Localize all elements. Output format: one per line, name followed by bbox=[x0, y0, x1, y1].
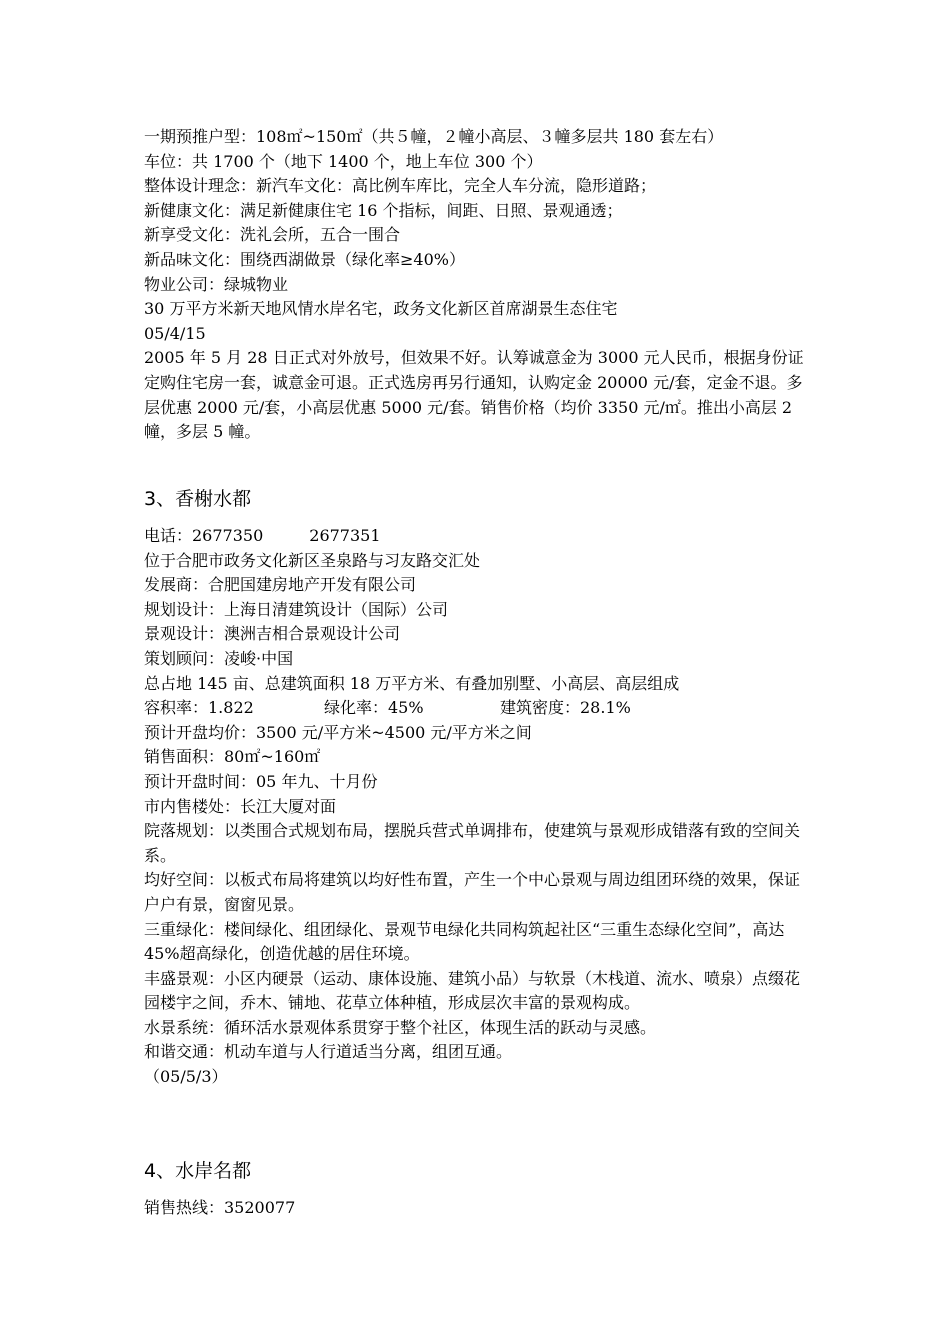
paragraph: 丰盛景观：小区内硬景（运动、康体设施、建筑小品）与软景（木栈道、流水、喷泉）点缀花园楼宇之间，乔木、铺地、花草立体种植，形成层次丰富的景观构成。 bbox=[144, 968, 801, 1013]
phone-row bbox=[144, 524, 814, 549]
text-line: 策划顾问：凌峻·中国 bbox=[144, 648, 294, 668]
text-line: 和谐交通：机动车道与人行道适当分离，组团互通。 bbox=[144, 1042, 513, 1062]
section-4-title: 4、水岸名都 bbox=[144, 1160, 252, 1182]
sales-hotline: 销售热线：3520077 bbox=[144, 1198, 296, 1217]
phone-label: 电话：2677350 bbox=[144, 526, 264, 545]
ratio-row bbox=[144, 696, 814, 721]
text-line: 发展商：合肥国建房地产开发有限公司 bbox=[144, 575, 417, 595]
text-line: 新品味文化：围绕西湖做景（绿化率≥40%） bbox=[144, 249, 465, 269]
text-line: 景观设计：澳洲吉相合景观设计公司 bbox=[144, 624, 401, 644]
text-line: 新享受文化：洗礼会所，五合一围合 bbox=[144, 225, 401, 245]
text-line: 30 万平方米新天地风情水岸名宅，政务文化新区首席湖景生态住宅 bbox=[144, 299, 618, 319]
section-3-body bbox=[144, 524, 814, 1090]
section-4-body bbox=[144, 1196, 814, 1221]
text-line: 总占地 145 亩、总建筑面积 18 万平方米、有叠加别墅、小高层、高层组成 bbox=[144, 673, 680, 693]
paragraph: 院落规划：以类围合式规划布局，摆脱兵营式单调排布，使建筑与景观形成错落有致的空间关系。 bbox=[144, 821, 801, 865]
text-line: 水景系统：循环活水景观体系贯穿于整个社区，体现生活的跃动与灵感。 bbox=[144, 1017, 657, 1037]
paragraph: 三重绿化：楼间绿化、组团绿化、景观节电绿化共同构筑起社区“三重生态绿化空间”，高达 45%超高绿化，创造优越的居住环境。 bbox=[144, 919, 785, 964]
text-line: 物业公司：绿城物业 bbox=[144, 274, 289, 294]
date-line: （05/5/3） bbox=[144, 1067, 228, 1087]
text-line: 位于合肥市政务文化新区圣泉路与习友路交汇处 bbox=[144, 550, 481, 570]
paragraph: 均好空间：以板式布局将建筑以均好性布置，产生一个中心景观与周边组团环绕的效果，保证户户有景，窗窗见景。 bbox=[144, 870, 801, 914]
sales-paragraph: 2005 年 5 月 28 日正式对外放号，但效果不好。认筹诚意金为 3000 元人民币，根据身份证定购住宅房一套，诚意金可退。正式选房再另行通知，认购定金 20000 元/套，定金不退。多层优惠 2000 元/套，小高层优惠 5000 元/套。销售价格（均价 3350 元/㎡。推出小高层 2 幢，多层 5 幢。 bbox=[144, 348, 804, 442]
text-line: 车位：共 1700 个（地下 1400 个，地上车位 300 个） bbox=[144, 151, 543, 171]
text-line: 新健康文化：满足新健康住宅 16 个指标，间距、日照、景观通透； bbox=[144, 200, 623, 220]
text-line: 预计开盘均价：3500 元/平方米~4500 元/平方米之间 bbox=[144, 722, 532, 742]
phone-secondary: 2677351 bbox=[309, 526, 381, 545]
green-ratio: 绿化率：45% bbox=[324, 698, 424, 718]
plot-ratio: 容积率：1.822 bbox=[144, 698, 254, 718]
section-2-body bbox=[144, 125, 814, 445]
text-line: 整体设计理念：新汽车文化：高比例车库比，完全人车分流，隐形道路； bbox=[144, 176, 657, 196]
text-line: 市内售楼处：长江大厦对面 bbox=[144, 796, 337, 816]
date-line: 05/4/15 bbox=[144, 323, 206, 343]
text-line: 规划设计：上海日清建筑设计（国际）公司 bbox=[144, 599, 449, 619]
building-density: 建筑密度：28.1% bbox=[500, 698, 631, 718]
text-line: 一期预推户型：108㎡~150㎡（共５幢，２幢小高层、３幢多层共 180 套左右） bbox=[144, 127, 724, 146]
text-line: 销售面积：80㎡~160㎡ bbox=[144, 747, 321, 767]
section-3-title: 3、香榭水都 bbox=[144, 488, 252, 510]
text-line: 预计开盘时间：05 年九、十月份 bbox=[144, 771, 378, 791]
